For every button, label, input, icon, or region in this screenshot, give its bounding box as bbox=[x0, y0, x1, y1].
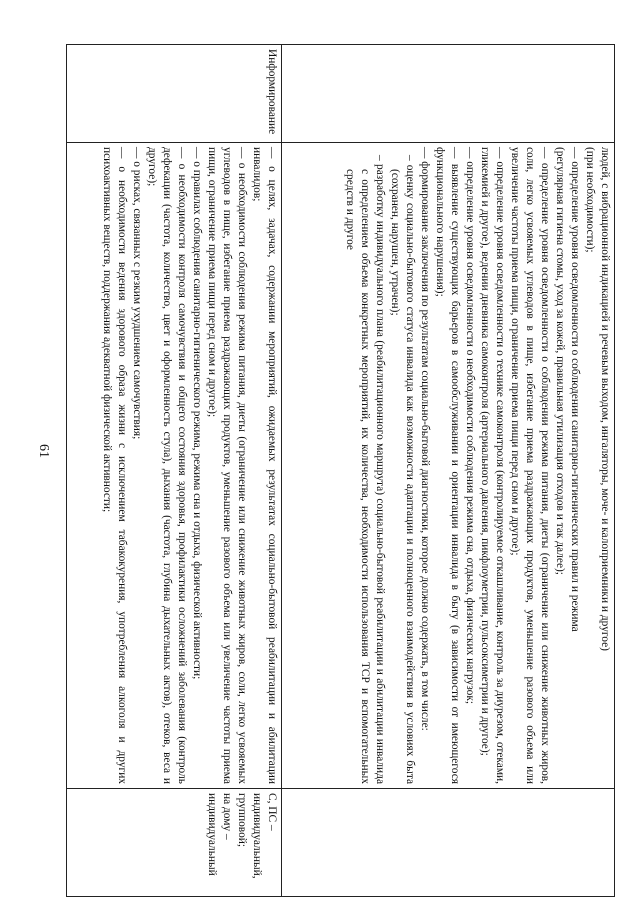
content-paragraph: — формирование заключения по результатам социально-бытовой диагностики, которое должно содержать, в том числе: bbox=[419, 147, 431, 731]
form-cell bbox=[67, 789, 282, 897]
content-paragraph: — определение уровня осведомленности о соблюдении санитарно-гигиенических правил и режима bbox=[569, 147, 581, 632]
content-paragraph: — о рисках, связанных с резким ухудшением самочувствия; bbox=[131, 147, 143, 440]
content-paragraph: — о необходимости контроля самочувствия и общего состояния здоровья, профилактики осложнений заболевания (контроль дефекации (частота, количество, цвет и оформленность стула), дыхания (частота, глубина дыхательных актов), отеков, веса и другое); bbox=[146, 147, 188, 784]
rehabilitation-table bbox=[66, 44, 615, 897]
form-line: групповой; bbox=[236, 793, 248, 848]
activity-cell: Информирование bbox=[67, 45, 282, 143]
content-paragraph: — о целях, задачах, содержании мероприятий, ожидаемых результатах социально-бытовой реабилитации и абилитации инвалидов; bbox=[251, 147, 278, 784]
content-paragraph: — о необходимости соблюдения режима питания, диеты (ограничение или снижение животных жиров, соли, легко усвояемых углеводов в пище, избегание приема раздражающих продуктов, уменьшение разового объема или увеличение частоты приема пищи, ограничение приема пищи перед сном и другое); bbox=[206, 147, 248, 784]
content-paragraph: (регулярная гигиена стомы, уход за кожей, правильная утилизация отходов и так далее); bbox=[554, 147, 566, 575]
sub-list-item: – оценку социально-бытового статуса инвалида как возможности адаптации и полноценного взаимодействия в условиях быта (сохранен, нарушен, утрачен); bbox=[389, 155, 416, 784]
content-cell bbox=[282, 143, 615, 789]
content-paragraph: людей, с вибрационной индикацией и речевым выходом, ингаляторы, моче- и калоприемники и другое) bbox=[599, 147, 611, 651]
page-number: 61 bbox=[36, 444, 51, 458]
table-row bbox=[67, 45, 282, 897]
form-line: индивидуальный, bbox=[251, 793, 263, 879]
sub-list-item: – разработку индивидуального плана (реабилитационного маршрута) социально-бытовой реабилитации и абилитации инвалида с определением объема конкретных мероприятий, их количества, необходимости использования ТСР и вспомогательных средств и другое bbox=[344, 155, 386, 784]
form-line: индивидуальный bbox=[206, 793, 218, 876]
rotated-page bbox=[65, 44, 615, 897]
table-row bbox=[282, 45, 615, 897]
content-paragraph: — определение уровня осведомленности о технике самоконтроля (контролируемое откашливание, контроль за диурезом, отеками, гликемией и другое), ведении дневника самоконтроля (артериального давления, пикфлоуметрии, пульсоксиметрии и другое); bbox=[479, 147, 506, 784]
content-paragraph: — о необходимости ведения здорового образа жизни с исключением табакокурения, употребления алкоголя и других психоактивных веществ, поддержания адекватной физической активности; bbox=[101, 147, 128, 784]
form-line: на дому – bbox=[221, 793, 233, 840]
content-paragraph: — выявление существующих барьеров в самообслуживании и ориентации инвалида в быту (в зависимости от имеющегося функционального нарушения); bbox=[434, 147, 461, 784]
form-line: С, ПС – bbox=[266, 793, 278, 831]
content-cell bbox=[67, 143, 282, 789]
content-paragraph: — определение уровня осведомленности о соблюдении режима питания, диеты (ограничение или снижение животных жиров, соли, легко усвояемых углеводов в пище, избегание приема раздражающих продуктов, уменьшение разового объема или увеличение частоты приема пищи, ограничение приема пищи перед сном и другое); bbox=[509, 147, 551, 784]
form-cell bbox=[282, 789, 615, 897]
activity-cell bbox=[282, 45, 615, 143]
content-paragraph: — определение уровня осведомленности о необходимости соблюдения режима сна, отдыха, физических нагрузок; bbox=[464, 147, 476, 705]
content-paragraph: (при необходимости); bbox=[584, 147, 596, 253]
content-paragraph: — о правилах соблюдения санитарно-гигиенического режима, режима сна и отдыха, физической активности; bbox=[191, 147, 203, 680]
